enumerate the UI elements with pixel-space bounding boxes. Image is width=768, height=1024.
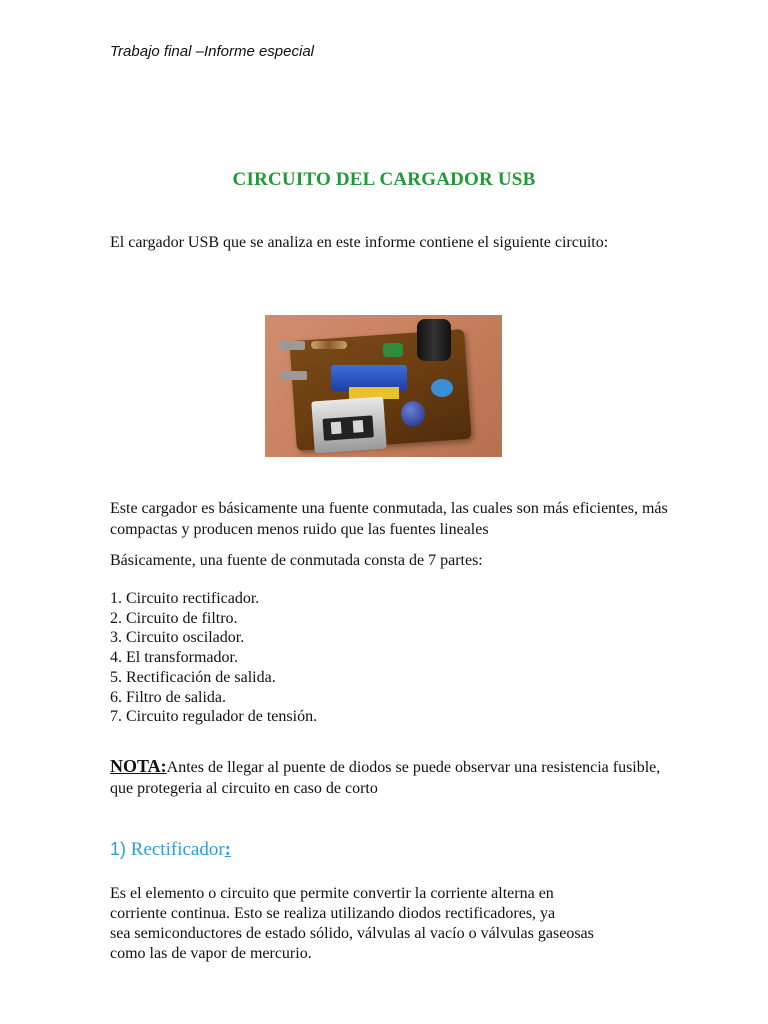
note-label: NOTA: bbox=[110, 756, 167, 776]
ceramic-capacitor bbox=[431, 379, 453, 397]
rectificador-paragraph bbox=[110, 884, 670, 964]
plug-prong bbox=[281, 371, 307, 380]
fusible-resistor bbox=[311, 341, 347, 349]
list-item: 3. Circuito oscilador. bbox=[110, 629, 245, 647]
usb-charger-circuit-photo bbox=[265, 315, 502, 457]
switching-supply-paragraph: Este cargador es básicamente una fuente conmutada, las cuales son más eficientes, más compactas y producen menos ruido que las fuentes lineales bbox=[110, 500, 668, 538]
list-item: 2. Circuito de filtro. bbox=[110, 609, 238, 627]
paragraph-line: corriente continua. Esto se realiza utilizando diodos rectificadores, ya bbox=[110, 905, 556, 922]
document-title: CIRCUITO DEL CARGADOR USB bbox=[232, 169, 536, 190]
list-item: 4. El transformador. bbox=[110, 649, 238, 667]
plug-prong bbox=[279, 341, 305, 350]
intro-paragraph: El cargador USB que se analiza en este informe contiene el siguiente circuito: bbox=[110, 234, 609, 251]
note-text: Antes de llegar al puente de diodos se puede observar una resistencia fusible, que protegeria al circuito en caso de corto bbox=[110, 759, 661, 797]
list-item: 6. Filtro de salida. bbox=[110, 688, 226, 706]
electrolytic-capacitor bbox=[417, 319, 451, 361]
paragraph-line: sea semiconductores de estado sólido, válvulas al vacío o válvulas gaseosas bbox=[110, 925, 594, 942]
output-capacitor bbox=[401, 401, 425, 427]
section-number: 1) bbox=[110, 839, 127, 859]
list-item: 1. Circuito rectificador. bbox=[110, 590, 260, 607]
paragraph-line: como las de vapor de mercurio. bbox=[110, 945, 312, 962]
section-heading-text: Rectificador bbox=[130, 839, 225, 860]
usb-port bbox=[311, 397, 386, 454]
section-heading-rectificador bbox=[110, 839, 231, 861]
green-component bbox=[383, 343, 403, 357]
usb-pin bbox=[353, 420, 364, 433]
parts-list bbox=[110, 589, 317, 727]
paragraph-line: Es el elemento o circuito que permite convertir la corriente alterna en bbox=[110, 885, 554, 902]
parts-intro-paragraph: Básicamente, una fuente de conmutada consta de 7 partes: bbox=[110, 552, 483, 569]
usb-slot bbox=[323, 415, 374, 440]
list-item: 5. Rectificación de salida. bbox=[110, 668, 276, 686]
note-paragraph bbox=[110, 756, 670, 799]
list-item: 7. Circuito regulador de tensión. bbox=[110, 708, 318, 726]
section-heading-colon: : bbox=[224, 839, 231, 860]
usb-pin bbox=[331, 422, 342, 435]
running-header: Trabajo final –Informe especial bbox=[110, 43, 314, 60]
